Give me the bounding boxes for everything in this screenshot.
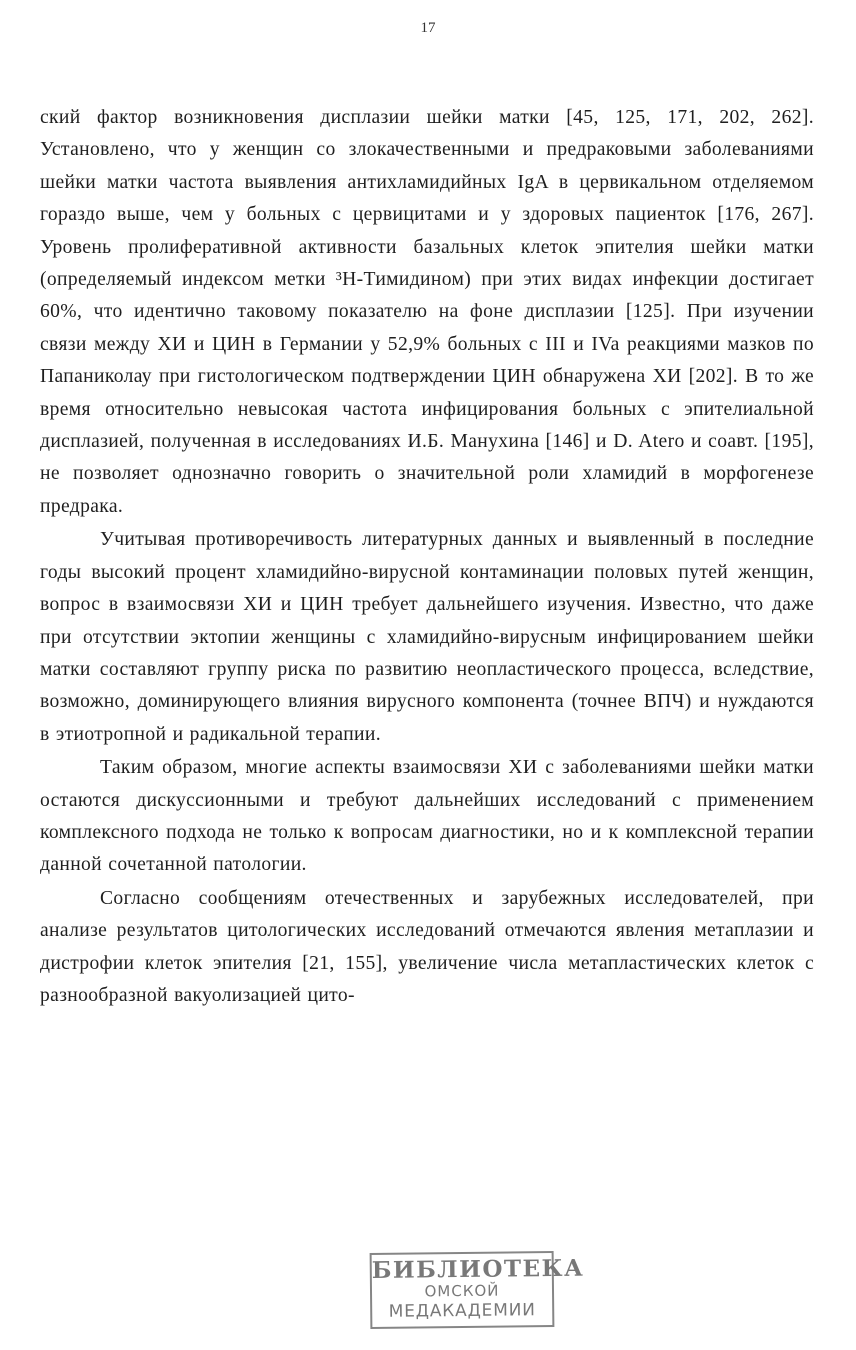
page-number: 17 xyxy=(420,20,436,36)
stamp-line-academy: МЕДАКАДЕМИИ xyxy=(388,1300,536,1322)
stamp-line-library: БИБЛИОТЕКА xyxy=(371,1254,585,1284)
body-text xyxy=(40,102,814,1012)
library-stamp xyxy=(370,1251,585,1329)
paragraph-continuation: ский фактор возникновения дисплазии шейки матки [45, 125, 171, 202, 262]. Установлено, что у женщин со злокачественными и предраковыми заболеваниями шейки матки частота выявления антихламидийных IgA в цервикальном отделяемом гораздо выше, чем у больных с цервицитами и у здоровых пациенток [176, 267]. Уровень пролиферативной активности базальных клеток эпителия шейки матки (определяемый индексом метки ³Н-Тимидином) при этих видах инфекции достигает 60%, что идентично таковому показателю на фоне дисплазии [125]. При изучении связи между ХИ и ЦИН в Германии у 52,9% больных с III и IVa реакциями мазков по Папаниколау при гистологическом подтверждении ЦИН обнаружена ХИ [202]. В то же время относительно невысокая частота инфицирования больных с эпителиальной дисплазией, полученная в исследованиях И.Б. Манухина [146] и D. Atero и соавт. [195], не позволяет однозначно говорить о значительной роли хламидий в морфогенезе предрака. xyxy=(40,107,814,517)
stamp-line-city: ОМСКОЙ xyxy=(424,1281,500,1301)
paragraph-4: Согласно сообщениям отечественных и зарубежных исследователей, при анализе результатов цитологических исследований отмечаются явления метаплазии и дистрофии клеток эпителия [21, 155], увеличение числа метапластических клеток с разнообразной вакуолизацией цито- xyxy=(40,887,814,1006)
paragraph-3: Таким образом, многие аспекты взаимосвязи ХИ с заболеваниями шейки матки остаются дискуссионными и требуют дальнейших исследований с применением комплексного подхода не только к вопросам диагностики, но и к комплексной терапии данной сочетанной патологии. xyxy=(40,757,814,876)
paragraph-2: Учитывая противоречивость литературных данных и выявленный в последние годы высокий процент хламидийно-вирусной контаминации половых путей женщин, вопрос в взаимосвязи ХИ и ЦИН требует дальнейшего изучения. Известно, что даже при отсутствии эктопии женщины с хламидийно-вирусным инфицированием шейки матки составляют группу риска по развитию неопластического процесса, вследствие, возможно, доминирующего влияния вирусного компонента (точнее ВПЧ) и нуждаются в этиотропной и радикальной терапии. xyxy=(40,529,814,745)
